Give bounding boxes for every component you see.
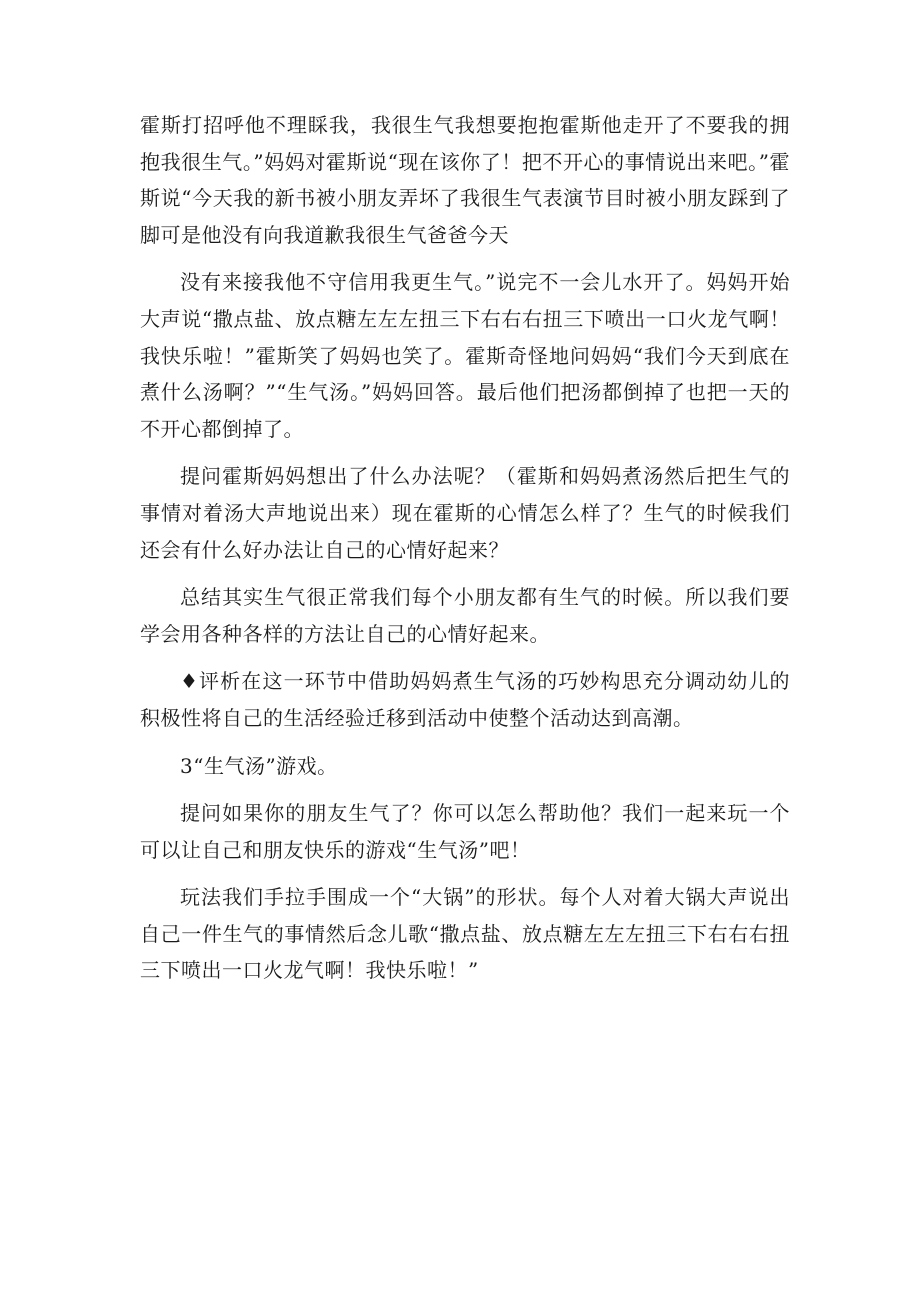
- paragraph-7: 提问如果你的朋友生气了？你可以怎么帮助他？我们一起来玩一个可以让自己和朋友快乐的游戏“生气汤”吧！: [140, 801, 790, 862]
- paragraph-8: 玩法我们手拉手围成一个“大锅”的形状。每个人对着大锅大声说出自己一件生气的事情然后念儿歌“撒点盐、放点糖左左左扭三下右右右扭三下喷出一口火龙气啊！我快乐啦！”: [140, 885, 790, 983]
- paragraph-5: ♦评析在这一环节中借助妈妈煮生气汤的巧妙构思充分调动幼儿的积极性将自己的生活经验迁移到活动中使整个活动达到高潮。: [140, 669, 790, 730]
- paragraph-4: 总结其实生气很正常我们每个小朋友都有生气的时候。所以我们要学会用各种各样的方法让自己的心情好起来。: [140, 585, 790, 646]
- document-body: [140, 107, 790, 989]
- paragraph-2: 没有来接我他不守信用我更生气。”说完不一会儿水开了。妈妈开始大声说“撒点盐、放点糖左左左扭三下右右右扭三下喷出一口火龙气啊！我快乐啦！”霍斯笑了妈妈也笑了。霍斯奇怪地问妈妈“我们今天到底在煮什么汤啊？”“生气汤。”妈妈回答。最后他们把汤都倒掉了也把一天的不开心都倒掉了。: [140, 270, 790, 441]
- paragraph-3: 提问霍斯妈妈想出了什么办法呢？（霍斯和妈妈煮汤然后把生气的事情对着汤大声地说出来）现在霍斯的心情怎么样了？生气的时候我们还会有什么好办法让自己的心情好起来？: [140, 464, 790, 562]
- paragraph-6: 3“生气汤”游戏。: [180, 753, 338, 778]
- paragraph-1: 霍斯打招呼他不理睬我，我很生气我想要抱抱霍斯他走开了不要我的拥抱我很生气。”妈妈对霍斯说“现在该你了！把不开心的事情说出来吧。”霍斯说“今天我的新书被小朋友弄坏了我很生气表演节目时被小朋友踩到了脚可是他没有向我道歉我很生气爸爸今天: [140, 113, 790, 247]
